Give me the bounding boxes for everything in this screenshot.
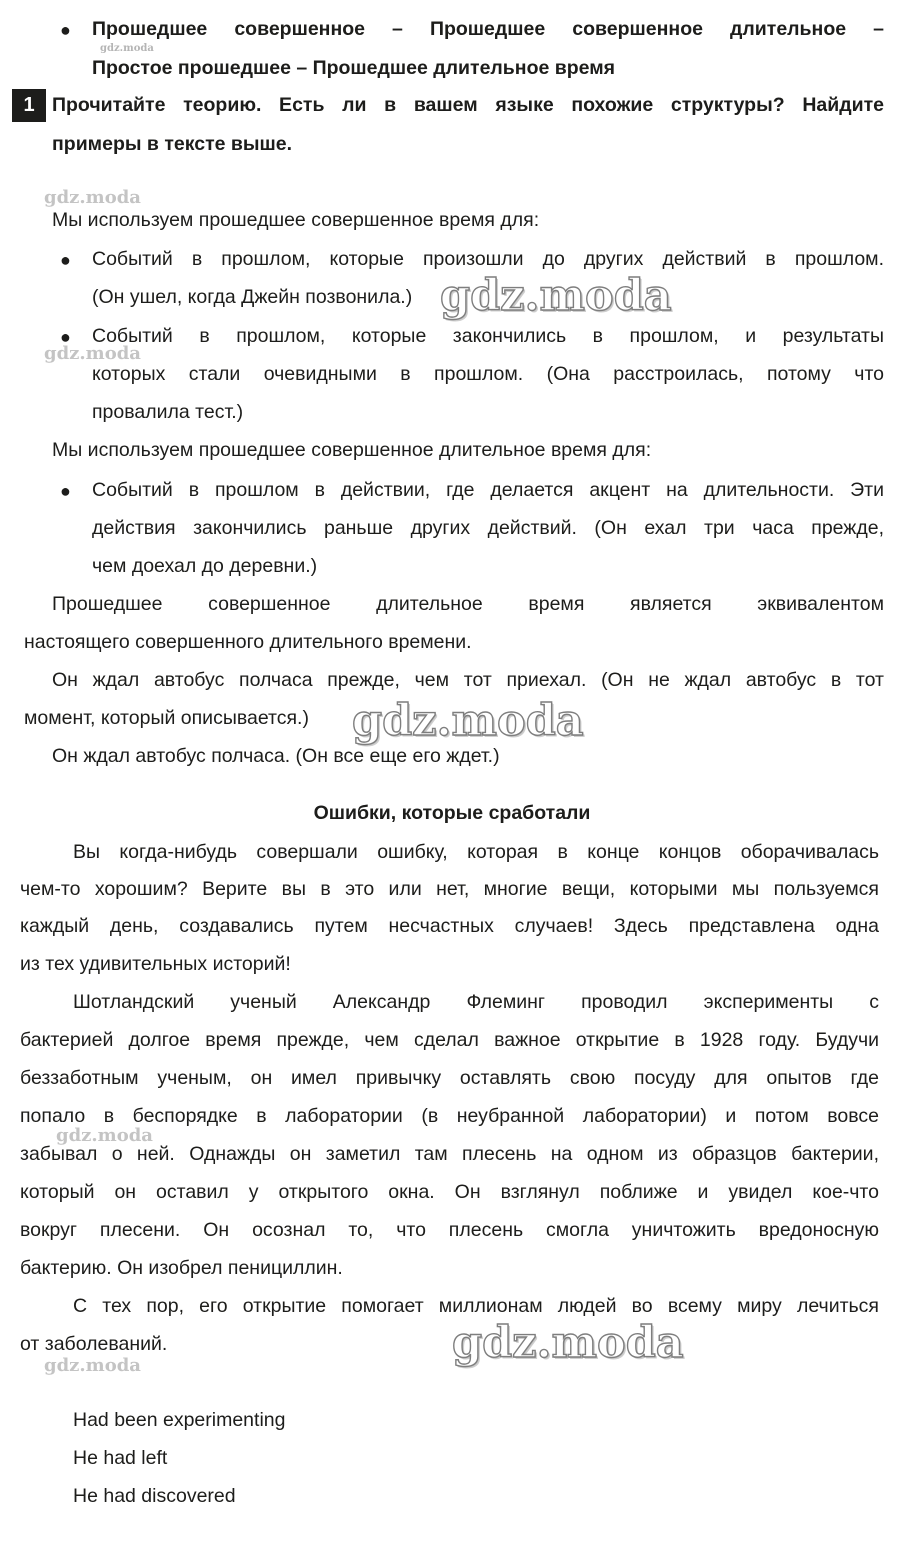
theory-intro-continuous: Мы используем прошедшее совершенное длительное время для: (52, 439, 652, 461)
task-number-badge: 1 (12, 89, 46, 122)
header-bullet: ● (60, 20, 71, 40)
theory-bullet-3-marker: ● (60, 481, 71, 501)
header-line-1: Прошедшее совершенное – Прошедшее совершенное длительное – (92, 18, 884, 40)
theory-example-1-line-2: момент, который описывается.) (24, 707, 309, 729)
theory-bullet-1-marker: ● (60, 250, 71, 270)
theory-bullet-2-line-2: которых стали очевидными в прошлом. (Она расстроилась, потому что (92, 363, 884, 385)
watermark-tiny: gdz.moda (100, 43, 154, 54)
watermark-big-2: gdz.moda (352, 696, 584, 746)
theory-bullet-2-marker: ● (60, 327, 71, 347)
story-p1-line-4: из тех удивительных историй! (20, 953, 291, 975)
story-p2-line-5: забывал о ней. Однажды он заметил там плесень на одном из образцов бактерии, (20, 1143, 879, 1165)
answer-3: He had discovered (73, 1485, 236, 1507)
story-p2-line-3: беззаботным ученым, он имел привычку оставлять свою посуду для опытов где (20, 1067, 879, 1089)
theory-bullet-1-line-2: (Он ушел, когда Джейн позвонила.) (92, 286, 413, 308)
story-p2-line-6: который он оставил у открытого окна. Он взглянул поближе и увидел кое-что (20, 1181, 879, 1203)
theory-bullet-1-line-1: Событий в прошлом, которые произошли до других действий в прошлом. (92, 248, 884, 270)
story-p2-line-8: бактерию. Он изобрел пенициллин. (20, 1257, 343, 1279)
story-p3-line-2: от заболеваний. (20, 1333, 168, 1355)
theory-bullet-2-line-1: Событий в прошлом, которые закончились в прошлом, и результаты (92, 325, 884, 347)
theory-example-2: Он ждал автобус полчаса. (Он все еще его ждет.) (52, 745, 500, 767)
watermark-small-1: gdz.moda (44, 187, 141, 208)
answer-1: Had been experimenting (73, 1409, 286, 1431)
story-title: Ошибки, которые сработали (313, 802, 591, 824)
watermark-small-2: gdz.moda (44, 343, 141, 364)
theory-bullet-3-line-3: чем доехал до деревни.) (92, 555, 318, 577)
answer-2: He had left (73, 1447, 168, 1469)
theory-bullet-3-line-1: Событий в прошлом в действии, где делается акцент на длительности. Эти (92, 479, 884, 501)
story-p2-line-4: попало в беспорядке в лаборатории (в неубранной лаборатории) и потом вовсе (20, 1105, 879, 1127)
watermark-big-1: gdz.moda (440, 271, 672, 321)
theory-intro-perfect: Мы используем прошедшее совершенное время для: (52, 209, 540, 231)
theory-example-1-line-1: Он ждал автобус полчаса прежде, чем тот приехал. (Он не ждал автобус в тот (52, 669, 884, 691)
theory-bullet-3-line-2: действия закончились раньше других действий. (Он ехал три часа прежде, (92, 517, 884, 539)
task-instruction-line-2: примеры в тексте выше. (52, 133, 293, 155)
watermark-big-3: gdz.moda (452, 1318, 684, 1368)
story-p1-line-1: Вы когда-нибудь совершали ошибку, которая в конце концов оборачивалась (73, 841, 879, 863)
story-p3-line-1: С тех пор, его открытие помогает миллионам людей во всему миру лечиться (73, 1295, 879, 1317)
theory-bullet-2-line-3: провалила тест.) (92, 401, 244, 423)
story-p1-line-2: чем-то хорошим? Верите вы в это или нет, многие вещи, которыми мы пользуемся (20, 878, 879, 900)
watermark-small-3: gdz.moda (56, 1125, 153, 1146)
story-p2-line-2: бактерией долгое время прежде, чем сделал важное открытие в 1928 году. Будучи (20, 1029, 879, 1051)
story-p1-line-3: каждый день, создавались путем несчастных случаев! Здесь представлена одна (20, 915, 879, 937)
theory-equivalent-line-2: настоящего совершенного длительного времени. (24, 631, 472, 653)
story-p2-line-7: вокруг плесени. Он осознал то, что плесень смогла уничтожить вредоносную (20, 1219, 879, 1241)
theory-equivalent-line-1: Прошедшее совершенное длительное время является эквивалентом (52, 593, 884, 615)
watermark-small-4: gdz.moda (44, 1355, 141, 1376)
task-instruction-line-1: Прочитайте теорию. Есть ли в вашем языке похожие структуры? Найдите (52, 94, 884, 116)
header-line-2: Простое прошедшее – Прошедшее длительное время (92, 57, 616, 79)
story-p2-line-1: Шотландский ученый Александр Флеминг проводил эксперименты с (73, 991, 879, 1013)
